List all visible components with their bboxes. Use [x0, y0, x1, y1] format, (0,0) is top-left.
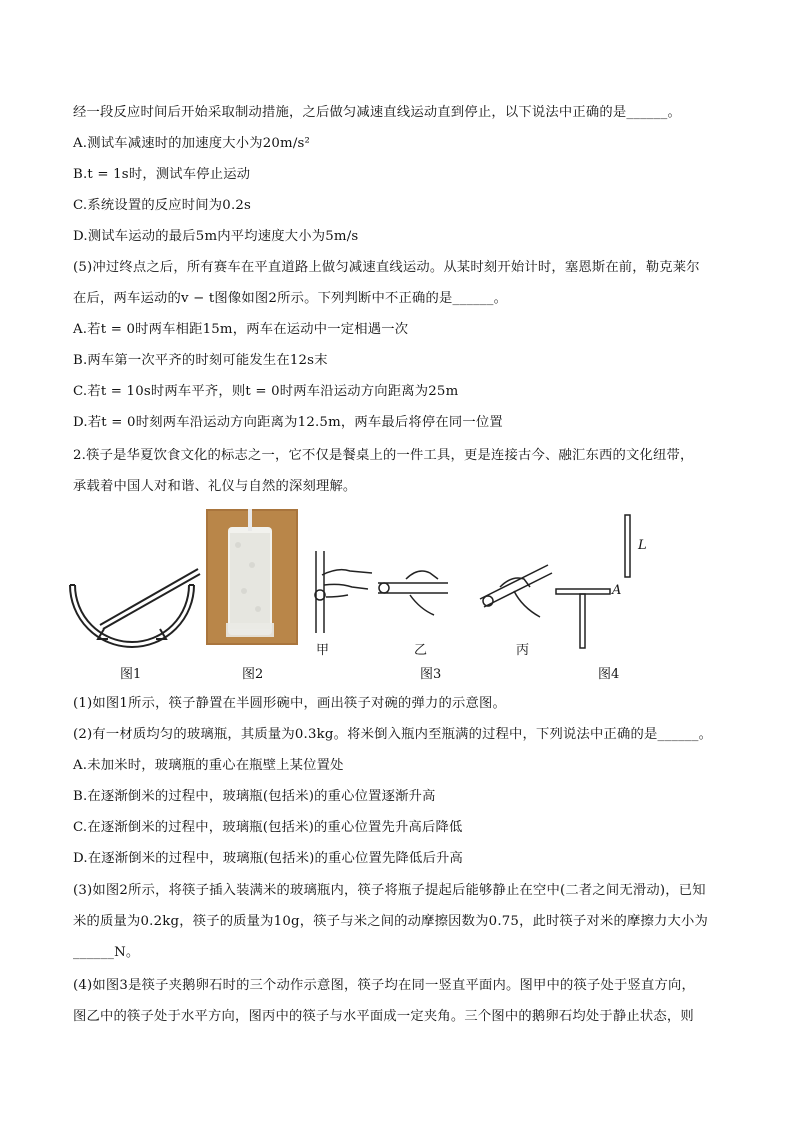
figure-row [0, 505, 794, 690]
option-a: A.若t = 0时两车相距15m，两车在运动中一定相遇一次 [73, 322, 409, 337]
label-jia: 甲 [316, 643, 330, 658]
option-d: D.测试车运动的最后5m内平均速度大小为5m/s [73, 229, 359, 244]
text-line: 米的质量为0.2kg，筷子的质量为10g，筷子与米之间的动摩擦因数为0.75，此时筷子对米的摩擦力大小为 [73, 914, 709, 929]
question-2-4: (4)如图3是筷子夹鹅卵石时的三个动作示意图，筷子均在同一竖直平面内。图甲中的筷子处于竖直方向， [73, 978, 695, 993]
option-a: A.测试车减速时的加速度大小为20m/s² [73, 136, 311, 151]
figure-2-caption: 图2 [242, 667, 264, 682]
question-2-1: (1)如图1所示，筷子静置在半圆形碗中，画出筷子对碗的弹力的示意图。 [73, 696, 507, 711]
answer-blank: ______N。 [73, 945, 140, 960]
option-d: D.若t = 0时刻两车沿运动方向距离为12.5m，两车最后将停在同一位置 [73, 415, 503, 430]
option-a: A.未加米时，玻璃瓶的重心在瓶壁上某位置处 [73, 758, 344, 773]
figure-1-bowl [70, 569, 200, 647]
text-line: 承载着中国人对和谐、礼仪与自然的深刻理解。 [73, 479, 357, 494]
label-l: L [638, 538, 647, 553]
option-c: C.系统设置的反应时间为0.2s [73, 198, 252, 213]
figure-4-caption: 图4 [598, 667, 620, 682]
question-2: 2.筷子是华夏饮食文化的标志之一，它不仅是餐桌上的一件工具，更是连接古今、融汇东西的文化纽带， [73, 448, 694, 463]
figure-2-rice-jar [206, 509, 298, 645]
question-2-3: (3)如图2所示，将筷子插入装满米的玻璃瓶内，筷子将瓶子提起后能够静止在空中(二者之间无滑动)，已知 [73, 883, 706, 898]
option-b: B.两车第一次平齐的时刻可能发生在12s末 [73, 353, 328, 368]
question-2-2: (2)有一材质均匀的玻璃瓶，其质量为0.3kg。将米倒入瓶内至瓶满的过程中，下列说法中正确的是______。 [73, 727, 713, 742]
option-c: C.在逐渐倒米的过程中，玻璃瓶(包括米)的重心位置先升高后降低 [73, 820, 463, 835]
label-yi: 乙 [414, 643, 428, 658]
option-d: D.在逐渐倒米的过程中，玻璃瓶(包括米)的重心位置先降低后升高 [73, 851, 464, 866]
text-line: 经一段反应时间后开始采取制动措施，之后做匀减速直线运动直到停止，以下说法中正确的是______。 [73, 105, 681, 120]
figure-3-caption: 图3 [420, 667, 442, 682]
label-a: A [612, 583, 622, 598]
option-b: B.在逐渐倒米的过程中，玻璃瓶(包括米)的重心位置逐渐升高 [73, 789, 436, 804]
question-5: (5)冲过终点之后，所有赛车在平直道路上做匀减速直线运动。从某时刻开始计时，塞恩斯在前，勒克莱尔 [73, 260, 700, 275]
label-bing: 丙 [516, 643, 530, 658]
option-c: C.若t = 10s时两车平齐，则t = 0时两车沿运动方向距离为25m [73, 384, 459, 399]
figure-1-caption: 图1 [120, 667, 142, 682]
option-b: B.t = 1s时，测试车停止运动 [73, 167, 251, 182]
figure-4-rod [556, 515, 630, 648]
text-line: 图乙中的筷子处于水平方向，图丙中的筷子与水平面成一定夹角。三个图中的鹅卵石均处于静止状态，则 [73, 1009, 694, 1024]
figure-3-chopstick-grips [315, 551, 552, 633]
text-line: 在后，两车运动的v − t图像如图2所示。下列判断中不正确的是______。 [73, 291, 508, 306]
